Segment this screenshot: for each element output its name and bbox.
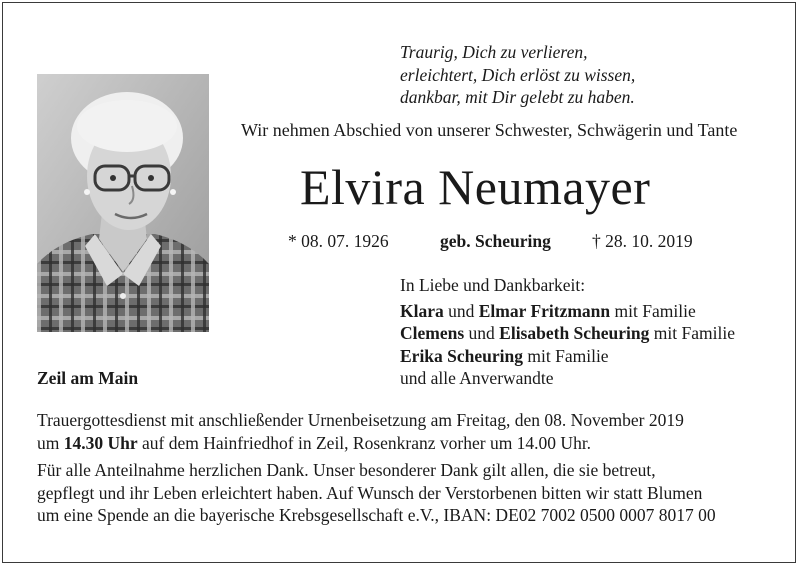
mourners-label: In Liebe und Dankbarkeit:	[400, 275, 586, 295]
mourners-list	[400, 300, 735, 390]
closing-line: gepflegt und ihr Leben erleichtert haben. Auf Wunsch der Verstorbenen bitten wir statt Blumen	[37, 482, 703, 503]
service-line: Trauergottesdienst mit anschließender Urnenbeisetzung am Freitag, den 08. November 2019	[37, 410, 684, 430]
farewell-intro: Wir nehmen Abschied von unserer Schwester, Schwägerin und Tante	[241, 120, 738, 140]
poem-line: dankbar, mit Dir gelebt zu haben.	[400, 87, 635, 107]
mourner-line: und alle Anverwandte	[400, 368, 554, 389]
mourner-line: Klara und Elmar Fritzmann mit Familie	[400, 301, 696, 321]
service-info	[37, 409, 684, 454]
poem-line: erleichtert, Dich erlöst zu wissen,	[400, 64, 636, 85]
birth-date: * 08. 07. 1926	[288, 231, 389, 251]
service-line: um 14.30 Uhr auf dem Hainfriedhof in Zeil, Rosenkranz vorher um 14.00 Uhr.	[37, 432, 592, 453]
death-date: † 28. 10. 2019	[592, 231, 693, 251]
mourner-line: Clemens und Elisabeth Scheuring mit Familie	[400, 323, 735, 344]
portrait-photo	[37, 74, 209, 332]
portrait-photo-image	[37, 74, 209, 332]
deceased-name: Elvira Neumayer	[300, 159, 651, 215]
closing-text	[37, 459, 716, 527]
maiden-name: geb. Scheuring	[440, 231, 551, 251]
closing-line: Für alle Anteilnahme herzlichen Dank. Unser besonderer Dank gilt allen, die sie betreut,	[37, 460, 656, 480]
closing-line: um eine Spende an die bayerische Krebsgesellschaft e.V., IBAN: DE02 7002 0500 0007 8017 00	[37, 505, 716, 525]
mourner-line: Erika Scheuring mit Familie	[400, 345, 609, 366]
poem	[400, 41, 635, 109]
poem-line: Traurig, Dich zu verlieren,	[400, 42, 588, 62]
place-name: Zeil am Main	[37, 368, 139, 388]
